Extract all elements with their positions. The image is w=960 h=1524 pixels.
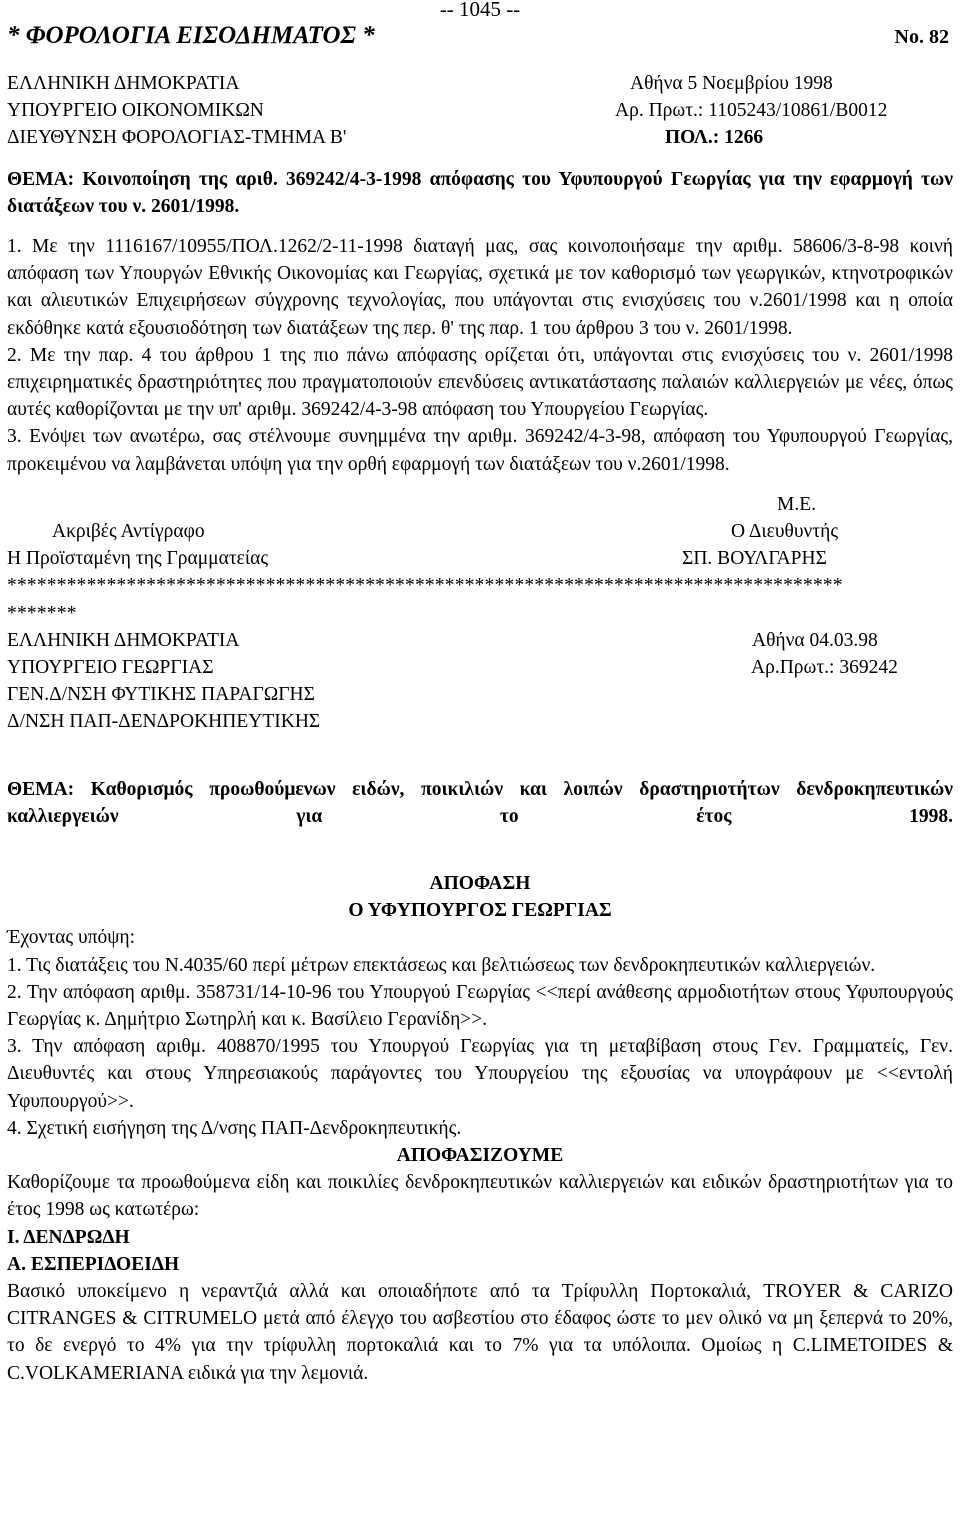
we-decide-heading: ΑΠΟΦΑΣΙΖΟΥΜΕ [396, 1144, 564, 1166]
doc2-protocol: Αρ.Πρωτ.: 369242 [751, 656, 898, 678]
decision-title: ΑΠΟΦΑΣΗ [429, 872, 531, 894]
doc1-me-row [7, 491, 953, 518]
director-name: ΣΠ. ΒΟΥΛΓΑΡΗΣ [682, 548, 827, 570]
doc1-signature-row-1 [7, 518, 953, 545]
page-number: -- 1045 -- [439, 0, 521, 21]
considering-item-2: 2. Την απόφαση αριθμ. 358731/14-10-96 του Υπουργού Γεωργίας <<περί ανάθεσης αρμοδιοτήτων στους Υφυπουργούς Γεωργίας κ. Δημήτριο Σωτηρλή και κ. Βασίλειο Γερανίδη>>. [7, 981, 953, 1030]
considering-label: Έχοντας υπόψη: [7, 927, 136, 949]
doc2-subject [7, 776, 953, 830]
series-title: * ΦΟΡΟΛΟΓΙΑ ΕΙΣΟΔΗΜΑΤΟΣ * [7, 22, 375, 49]
doc1-me: Μ.Ε. [777, 493, 816, 515]
doc2-subject-text: ΘΕΜΑ: Καθορισμός προωθούμενων ειδών, ποικιλιών και λοιπών δραστηριοτήτων δενδροκηπευτικών καλλιεργειών για το έτος 1998. [7, 778, 953, 827]
considering-item-3: 3. Την απόφαση αριθμ. 408870/1995 του Υπουργού Γεωργίας για τη μεταβίβαση στους Γεν. Γραμματείς, Γεν. Διευθυντές και στους Υπηρεσιακούς παράγοντες του Υπουργείου της εξουσίας να υπογράφουν με <<εντολή Υφυπουργού>>. [7, 1036, 953, 1112]
document-page [7, 0, 953, 1387]
separator-line-2: ******* [7, 602, 77, 624]
doc1-header-row-2 [7, 97, 953, 124]
doc2-date: Αθήνα 04.03.98 [752, 629, 878, 651]
doc1-header-left-1: ΕΛΛΗΝΙΚΗ ΔΗΜΟΚΡΑΤΙΑ [7, 73, 240, 94]
doc2-header-left-3: ΓΕΝ.Δ/ΝΣΗ ΦΥΤΙΚΗΣ ΠΑΡΑΓΩΓΗΣ [7, 684, 315, 706]
doc1-header-left-3: ΔΙΕΥΘΥΝΣΗ ΦΟΡΟΛΟΓΙΑΣ-ΤΜΗΜΑ Β' [7, 127, 347, 149]
section-1-heading: Ι. ΔΕΝΔΡΩΔΗ [7, 1226, 130, 1248]
doc1-header-row-1 [7, 70, 953, 97]
issue-number: No. 82 [894, 26, 949, 48]
doc1-header-row-3 [7, 124, 953, 151]
running-header [7, 22, 953, 56]
doc1-paragraph-3: 3. Ενόψει των ανωτέρω, σας στέλνουμε συνημμένα την αριθμ. 369242/4-3-98, απόφαση του Υφυπουργού Γεωργίας, προκειμένου να λαμβάνεται υπόψη για την ορθή εφαρμογή των διατάξεων του ν.2601/1998. [7, 426, 953, 475]
decision-issuer: Ο ΥΦΥΠΟΥΡΓΟΣ ΓΕΩΡΓΙΑΣ [348, 900, 612, 922]
considering-item-4: 4. Σχετική εισήγηση της Δ/νσης ΠΑΠ-Δενδροκηπευτικής. [7, 1117, 462, 1139]
director-label: Ο Διευθυντής [731, 520, 839, 542]
separator-line-1: ************************************************************************************ [7, 575, 843, 597]
doc2-header-left-1: ΕΛΛΗΝΙΚΗ ΔΗΜΟΚΡΑΤΙΑ [7, 629, 240, 651]
doc2-header-row-4 [7, 708, 953, 735]
doc2-header-left-4: Δ/ΝΣΗ ΠΑΠ-ΔΕΝΔΡΟΚΗΠΕΥΤΙΚΗΣ [7, 711, 321, 733]
doc1-paragraph-2: 2. Με την παρ. 4 του άρθρου 1 της πιο πάνω απόφασης ορίζεται ότι, υπάγονται στις ενισχύσεις του ν. 2601/1998 επιχειρηματικές δραστηριότητες που πραγματοποιούν επενδύσεις αντικατάστασης παλαιών καλλιεργειών με νέες, όπως αυτές καθορίζονται με την υπ' αριθμ. 369242/4-3-98 απόφαση του Υπουργείου Γεωργίας. [7, 344, 953, 421]
decision-intro: Καθορίζουμε τα προωθούμενα είδη και ποικιλίες δενδροκηπευτικών καλλιεργειών και ειδικών δραστηριοτήτων για το έτος 1998 ως κατωτέρω: [7, 1172, 953, 1221]
doc2-header-row-3 [7, 681, 953, 708]
doc1-date: Αθήνα 5 Νοεμβρίου 1998 [630, 73, 833, 94]
copy-label: Ακριβές Αντίγραφο [52, 520, 205, 542]
doc1-subject: ΘΕΜΑ: Κοινοποίηση της αριθ. 369242/4-3-1998 απόφασης του Υφυπουργού Γεωργίας για την εφαρμογή των διατάξεων του ν. 2601/1998. [7, 168, 953, 217]
doc1-signature-row-2 [7, 545, 953, 572]
considering-item-1: 1. Τις διατάξεις του Ν.4035/60 περί μέτρων επεκτάσεως και βελτιώσεως των δενδροκηπευτικών καλλιεργειών. [7, 954, 876, 976]
doc2-header-row-2 [7, 654, 953, 681]
doc2-header-row-1 [7, 627, 953, 654]
doc1-pol-number: ΠΟΛ.: 1266 [665, 127, 764, 149]
section-a-heading: Α. ΕΣΠΕΡΙΔΟΕΙΔΗ [7, 1253, 180, 1275]
section-a-text: Βασικό υποκείμενο η νεραντζιά αλλά και οποιαδήποτε από τα Τρίφυλλη Πορτοκαλιά, TROYER & CARIZO CITRANGES & CITRUMELO μετά από έλεγχο του ασβεστίου στο έδαφος ώστε το μεν ολικό να μη ξεπερνά το 20%, το δε ενεργό το 4% για την τρίφυλλη πορτοκαλιά και το 7% για τα υπόλοιπα. Ομοίως η C.LIMETOIDES & C.VOLKAMERIANA ειδικά για την λεμονιά. [7, 1280, 953, 1384]
doc2-header-left-2: ΥΠΟΥΡΓΕΙΟ ΓΕΩΡΓΙΑΣ [7, 656, 214, 678]
doc1-paragraph-1: 1. Με την 1116167/10955/ΠΟΛ.1262/2-11-1998 διαταγή μας, σας κοινοποιήσαμε την αριθμ. 58606/3-8-98 κοινή απόφαση των Υπουργών Εθνικής Οικονομίας και Γεωργίας, σχετικά με τον καθορισμό των γεωργικών, κτηνοτροφικών και αλιευτικών Επιχειρήσεων σύγχρονης τεχνολογίας, που υπάγονται στις ενισχύσεις του ν.2601/1998 και η οποία εκδόθηκε κατά εξουσιοδότηση των διατάξεων της περ. θ' της παρ. 1 του άρθρου 3 του ν. 2601/1998. [7, 235, 953, 339]
doc1-protocol: Αρ. Πρωτ.: 1105243/10861/Β0012 [615, 100, 888, 122]
secretariat-label: Η Προϊσταμένη της Γραμματείας [7, 548, 269, 570]
doc1-header-left-2: ΥΠΟΥΡΓΕΙΟ ΟΙΚΟΝΟΜΙΚΩΝ [7, 100, 264, 122]
